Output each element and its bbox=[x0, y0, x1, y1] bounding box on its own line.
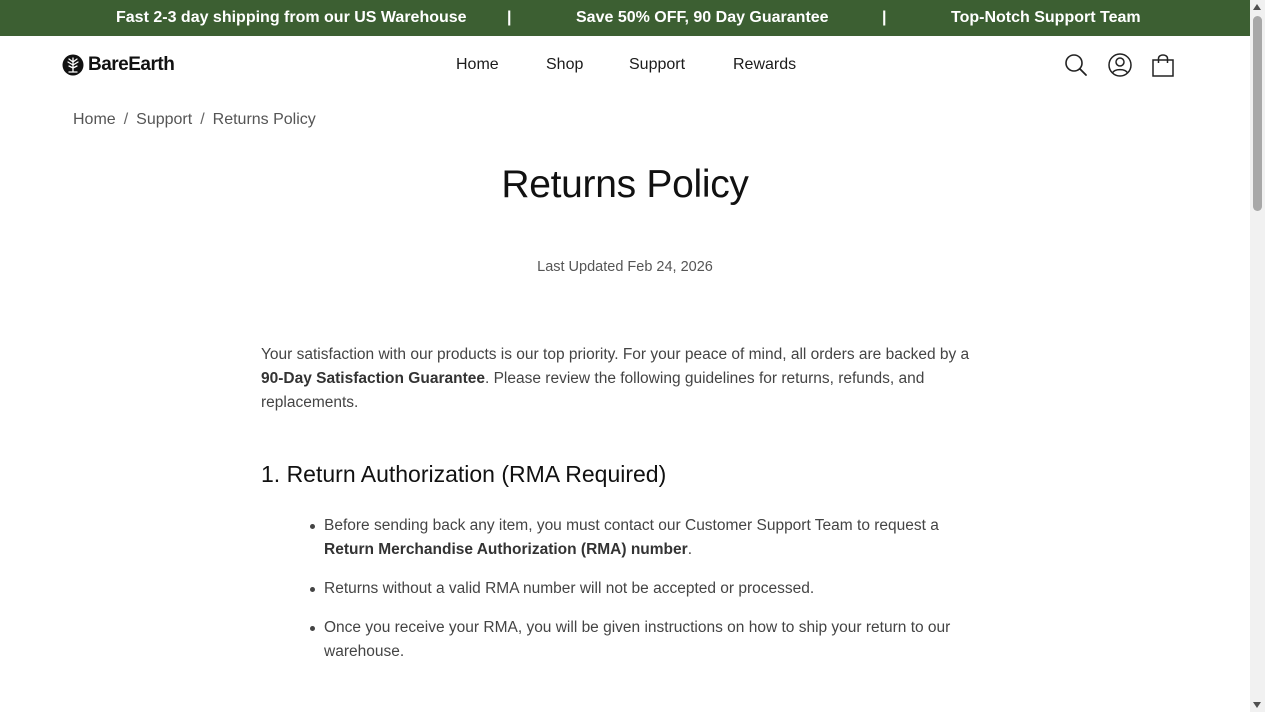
intro-text-end: . Please review the following guidelines for returns, refunds, and replacements. bbox=[261, 370, 925, 411]
page-title: Returns Policy bbox=[501, 163, 749, 206]
scroll-down-icon[interactable] bbox=[1253, 702, 1261, 708]
logo-text: BareEarth bbox=[88, 54, 175, 75]
search-icon[interactable] bbox=[1063, 52, 1089, 78]
cart-icon[interactable] bbox=[1150, 52, 1176, 78]
tree-logo-icon bbox=[62, 54, 84, 76]
return-authorization-list bbox=[307, 514, 967, 679]
site-header bbox=[0, 36, 1250, 94]
rma-bold: Return Merchandise Authorization (RMA) number bbox=[324, 541, 688, 558]
intro-guarantee-bold: 90-Day Satisfaction Guarantee bbox=[261, 370, 485, 387]
list-item bbox=[307, 514, 967, 562]
intro-text: Your satisfaction with our products is our top priority. For your peace of mind, all orders are backed by a bbox=[261, 346, 970, 363]
logo[interactable] bbox=[62, 53, 174, 77]
breadcrumb-home[interactable]: Home bbox=[73, 111, 116, 128]
list-item-text: Before sending back any item, you must contact our Customer Support Team to request a bbox=[324, 517, 939, 534]
nav-rewards[interactable]: Rewards bbox=[733, 56, 797, 73]
nav-home[interactable]: Home bbox=[456, 56, 499, 73]
section-heading-return-authorization: 1. Return Authorization (RMA Required) bbox=[261, 461, 667, 487]
breadcrumb-support[interactable]: Support bbox=[136, 111, 193, 128]
list-item-text: Returns without a valid RMA number will not be accepted or processed. bbox=[324, 580, 815, 597]
list-item-text: Once you receive your RMA, you will be given instructions on how to ship your return to our warehouse. bbox=[324, 619, 951, 660]
breadcrumb-separator: / bbox=[200, 111, 205, 128]
announcement-shipping: Fast 2-3 day shipping from our US Warehouse bbox=[116, 9, 467, 26]
scrollbar[interactable] bbox=[1250, 0, 1265, 712]
nav-shop[interactable]: Shop bbox=[546, 56, 584, 73]
list-item-text-end: . bbox=[687, 541, 692, 558]
announcement-separator: | bbox=[882, 9, 887, 26]
nav-support[interactable]: Support bbox=[629, 56, 686, 73]
announcement-bar bbox=[0, 0, 1250, 36]
intro-paragraph bbox=[261, 343, 981, 415]
scrollbar-thumb[interactable] bbox=[1253, 16, 1262, 211]
list-item bbox=[307, 577, 967, 601]
announcement-support: Top-Notch Support Team bbox=[951, 9, 1141, 26]
scroll-up-icon[interactable] bbox=[1253, 4, 1261, 10]
announcement-separator: | bbox=[507, 9, 512, 26]
account-icon[interactable] bbox=[1107, 52, 1133, 78]
list-item bbox=[307, 616, 967, 664]
last-updated: Last Updated Feb 24, 2026 bbox=[537, 259, 713, 275]
announcement-discount: Save 50% OFF, 90 Day Guarantee bbox=[576, 9, 829, 26]
breadcrumb-separator: / bbox=[123, 111, 129, 128]
breadcrumb bbox=[73, 111, 316, 129]
breadcrumb-current: Returns Policy bbox=[212, 111, 316, 128]
